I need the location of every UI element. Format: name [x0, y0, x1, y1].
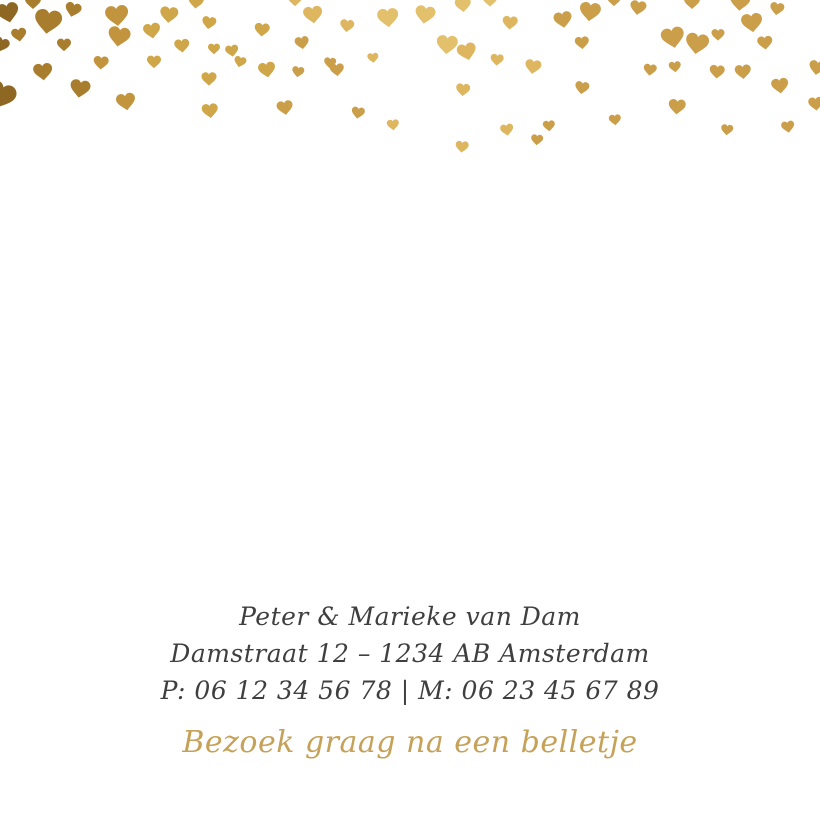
heart-icon	[574, 36, 589, 50]
heart-icon	[201, 103, 218, 119]
heart-icon	[69, 78, 92, 99]
heart-icon	[142, 22, 161, 40]
heart-icon	[233, 55, 247, 68]
heart-icon	[668, 99, 686, 116]
heart-icon	[490, 54, 504, 67]
heart-icon	[351, 106, 366, 119]
heart-icon	[25, 0, 41, 9]
heart-icon	[531, 134, 544, 146]
heart-icon	[524, 59, 542, 76]
heart-icon	[0, 1, 21, 25]
heart-icon	[808, 59, 820, 76]
heart-icon	[303, 5, 324, 24]
heart-icon	[188, 0, 204, 9]
heart-icon	[455, 83, 470, 97]
contact-block	[0, 598, 820, 763]
heart-icon	[543, 120, 556, 132]
heart-icon	[578, 1, 601, 22]
heart-icon	[769, 2, 785, 17]
heart-icon	[734, 64, 751, 80]
heart-icon	[0, 78, 19, 114]
heart-icon	[720, 124, 733, 136]
heart-icon	[553, 11, 573, 30]
gold-hearts-confetti	[0, 0, 820, 190]
parents-names: Peter & Marieke van Dam	[239, 602, 581, 631]
heart-icon	[147, 56, 161, 68]
heart-icon	[339, 19, 354, 33]
heart-icon	[660, 26, 686, 51]
heart-icon	[684, 32, 710, 56]
heart-icon	[607, 0, 621, 6]
heart-icon	[294, 36, 310, 51]
heart-icon	[454, 0, 471, 13]
heart-icon	[482, 0, 497, 7]
heart-icon	[712, 29, 725, 41]
heart-icon	[500, 123, 515, 136]
heart-icon	[709, 65, 725, 80]
heart-icon	[107, 25, 132, 48]
heart-icon	[414, 4, 437, 25]
heart-icon	[329, 63, 344, 77]
heart-icon	[159, 6, 179, 24]
heart-icon	[740, 12, 763, 33]
heart-icon	[367, 53, 379, 64]
heart-icon	[684, 0, 700, 9]
heart-icon	[104, 4, 129, 27]
heart-icon	[436, 35, 459, 55]
heart-icon	[377, 8, 400, 28]
heart-icon	[225, 44, 240, 57]
phone-line: P: 06 12 34 56 78 | M: 06 23 45 67 89	[160, 676, 660, 705]
heart-icon	[456, 41, 479, 62]
heart-icon	[33, 62, 54, 81]
heart-icon	[33, 8, 63, 36]
heart-icon	[276, 100, 294, 117]
heart-icon	[729, 0, 750, 12]
heart-icon	[643, 63, 657, 76]
heart-icon	[629, 0, 647, 16]
heart-icon	[291, 66, 305, 78]
heart-icon	[93, 56, 109, 70]
heart-icon	[201, 16, 217, 31]
heart-icon	[57, 39, 71, 51]
heart-icon	[609, 114, 622, 126]
heart-icon	[757, 36, 773, 51]
heart-icon	[11, 27, 28, 42]
heart-icon	[808, 97, 820, 112]
heart-icon	[174, 39, 190, 54]
heart-icon	[254, 23, 270, 38]
heart-icon	[771, 77, 790, 94]
heart-icon	[668, 61, 681, 73]
heart-icon	[201, 72, 216, 85]
heart-icon	[64, 1, 83, 19]
heart-icon	[574, 81, 590, 96]
visit-note: Bezoek graag na een belletje	[182, 725, 638, 760]
address-line: Damstraat 12 – 1234 AB Amsterdam	[170, 639, 650, 668]
heart-icon	[781, 120, 796, 133]
heart-icon	[0, 36, 11, 54]
heart-icon	[288, 0, 302, 6]
heart-icon	[115, 92, 136, 112]
heart-icon	[502, 16, 518, 31]
heart-icon	[257, 61, 276, 79]
heart-icon	[455, 141, 469, 154]
heart-icon	[208, 44, 220, 55]
heart-icon	[387, 119, 400, 131]
